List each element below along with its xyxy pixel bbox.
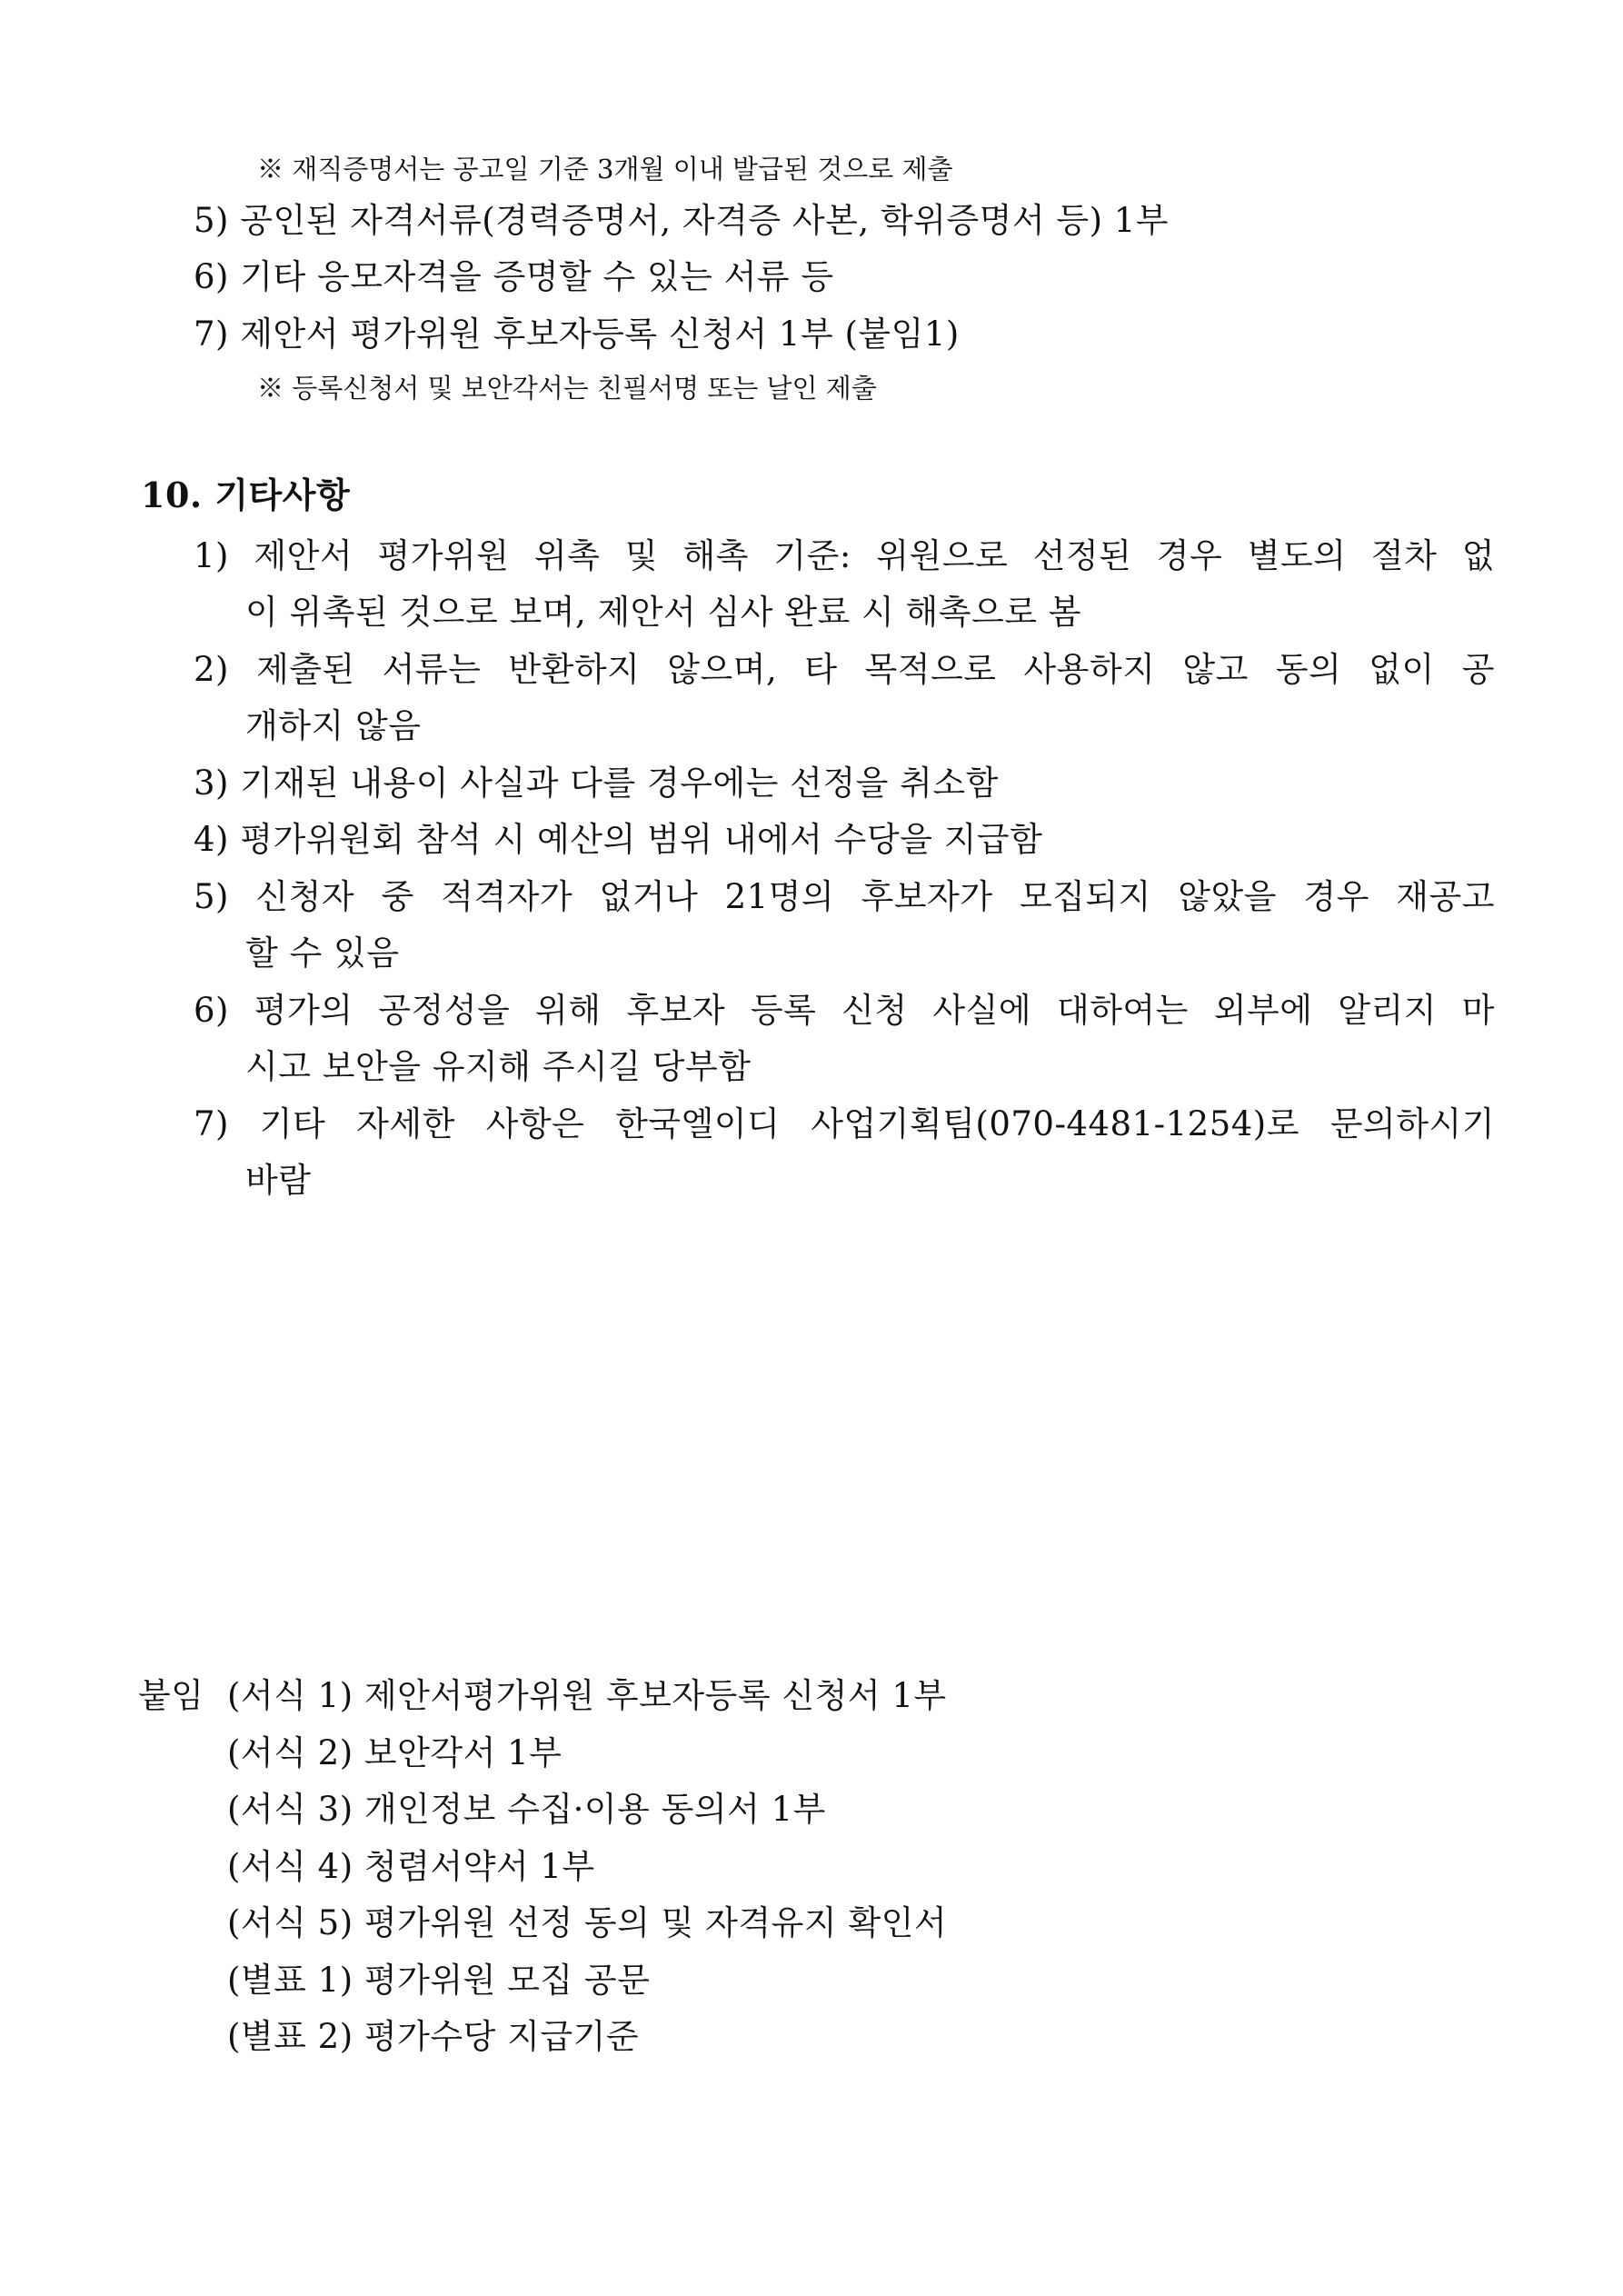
list-item-6-line-2: 시고 보안을 유지해 주시길 당부함: [245, 1047, 752, 1086]
list-item-7-line-1: 7) 기타 자세한 사항은 한국엘이디 사업기획팀(070-4481-1254)로 문의하시기: [194, 1104, 1495, 1143]
attachment-item: (서식 2) 보안각서 1부: [227, 1733, 563, 1772]
attachment-item: (서식 5) 평가위원 선정 동의 및 자격유지 확인서: [227, 1903, 948, 1942]
list-item-1-line-1: 1) 제안서 평가위원 위촉 및 해촉 기준: 위원으로 선정된 경우 별도의 절차 없: [194, 536, 1495, 575]
attachment-item: (서식 4) 청렴서약서 1부: [227, 1847, 595, 1886]
list-item-3: 3) 기재된 내용이 사실과 다를 경우에는 선정을 취소함: [194, 764, 999, 803]
attachments-label: 붙임: [138, 1676, 204, 1715]
list-item-registration-form: 7) 제안서 평가위원 후보자등록 신청서 1부 (붙임1): [194, 314, 960, 354]
section-title: 10. 기타사항: [141, 474, 351, 515]
list-item-6-line-1: 6) 평가의 공정성을 위해 후보자 등록 신청 사실에 대하여는 외부에 알리지 마: [194, 991, 1495, 1030]
list-item-other-documents: 6) 기타 응모자격을 증명할 수 있는 서류 등: [194, 257, 834, 296]
attachment-item: (서식 1) 제안서평가위원 후보자등록 신청서 1부: [227, 1676, 947, 1715]
attachment-item: (별표 2) 평가수당 지급기준: [227, 2017, 640, 2056]
attachment-item: (서식 3) 개인정보 수집·이용 동의서 1부: [227, 1790, 826, 1829]
note-employment-certificate: ※ 재직증명서는 공고일 기준 3개월 이내 발급된 것으로 제출: [257, 154, 953, 185]
list-item-7-line-2: 바람: [245, 1161, 312, 1200]
note-signature: ※ 등록신청서 및 보안각서는 친필서명 또는 날인 제출: [257, 373, 877, 404]
attachment-item: (별표 1) 평가위원 모집 공문: [227, 1961, 651, 2000]
list-item-2-line-2: 개하지 않음: [245, 706, 422, 745]
list-item-5-line-1: 5) 신청자 중 적격자가 없거나 21명의 후보자가 모집되지 않았을 경우 재공고: [194, 877, 1495, 916]
list-item-1-line-2: 이 위촉된 것으로 보며, 제안서 심사 완료 시 해촉으로 봄: [245, 593, 1081, 632]
list-item-5-line-2: 할 수 있음: [245, 933, 400, 973]
list-item-2-line-1: 2) 제출된 서류는 반환하지 않으며, 타 목적으로 사용하지 않고 동의 없이 공: [194, 650, 1495, 689]
list-item-qualification-documents: 5) 공인된 자격서류(경력증명서, 자격증 사본, 학위증명서 등) 1부: [194, 201, 1170, 240]
list-item-4: 4) 평가위원회 참석 시 예산의 범위 내에서 수당을 지급함: [194, 820, 1043, 859]
